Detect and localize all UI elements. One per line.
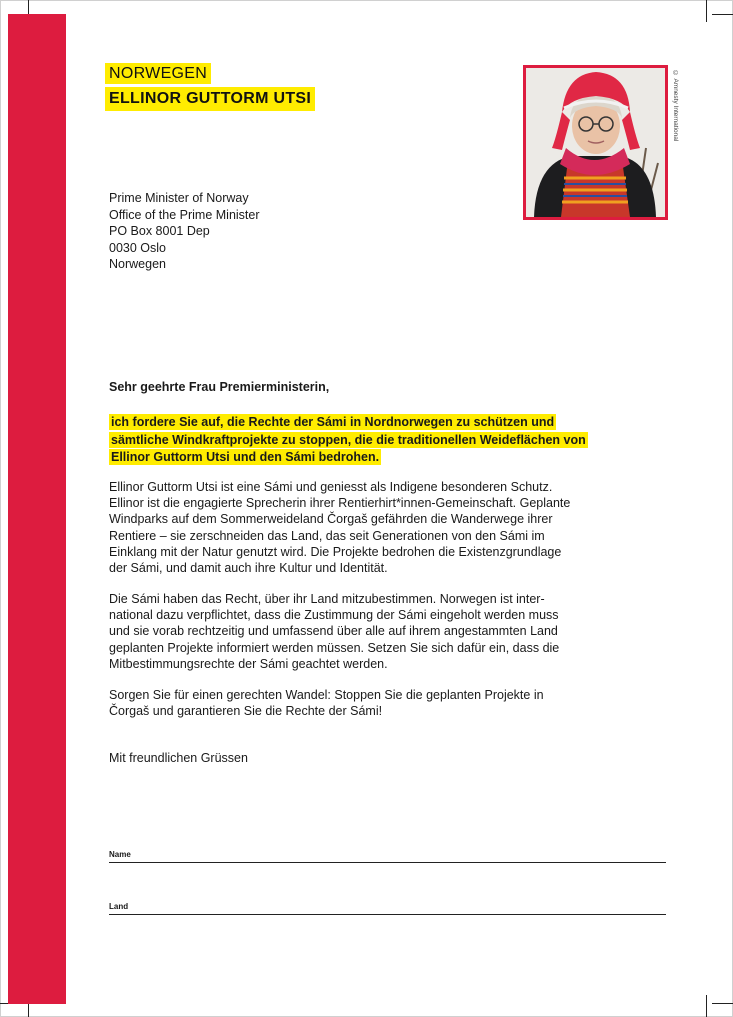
address-line: PO Box 8001 Dep: [109, 224, 210, 238]
name-field-line[interactable]: [109, 862, 666, 863]
crop-mark: [712, 14, 733, 15]
photo-credit: © Amnesty International: [672, 70, 679, 142]
paragraph-line: Windparks auf dem Sommerweideland Čorgaš gefährden die Wanderwege ihrer: [109, 512, 553, 527]
paragraph-line: Ellinor Guttorm Utsi ist eine Sámi und geniesst als Indigene besonderen Schutz.: [109, 480, 553, 494]
demand-line: Ellinor Guttorm Utsi und den Sámi bedrohen.: [111, 450, 380, 464]
paragraph-line: Rentiere – sie zerschneiden das Land, das seit Generationen von den Sámi im: [109, 528, 545, 543]
stamp-perforation: [62, 14, 70, 1004]
portrait-illustration: [526, 68, 665, 217]
paragraph-line: national dazu verpflichtet, dass die Zustimmung der Sámi eingeholt werden muss: [109, 608, 559, 623]
paragraph-line: Einklang mit der Natur genutzt wird. Die Projekte bedrohen die Existenzgrundlage: [109, 544, 562, 559]
crop-mark: [0, 1003, 8, 1004]
paragraph-rights: [109, 591, 579, 672]
name-field-label: Name: [109, 850, 131, 859]
crop-mark: [712, 1003, 733, 1004]
demand-statement: [109, 414, 588, 467]
person-name: ELLINOR GUTTORM UTSI: [105, 87, 315, 111]
paragraph-line: geplanten Projekte informiert werden müssen. Setzen Sie sich dafür ein, dass die: [109, 640, 560, 655]
paragraph-line: Čorgaš und garantieren Sie die Rechte der Sámi!: [109, 704, 383, 719]
closing: Mit freundlichen Grüssen: [109, 751, 248, 765]
demand-line: sämtliche Windkraftprojekte zu stoppen, die die traditionellen Weideflächen von: [111, 432, 586, 447]
recipient-address: [109, 190, 260, 273]
portrait-photo: [523, 65, 668, 220]
paragraph-line: Sorgen Sie für einen gerechten Wandel: Stoppen Sie die geplanten Projekte in: [109, 688, 544, 702]
country-label: NORWEGEN: [105, 63, 211, 84]
stamp-stripe: [8, 14, 66, 1004]
paragraph-line: der Sámi, und damit auch ihre Kultur und Identität.: [109, 561, 388, 576]
demand-line: ich fordere Sie auf, die Rechte der Sámi in Nordnorwegen zu schützen und: [111, 415, 555, 429]
address-line: Prime Minister of Norway: [109, 191, 249, 205]
address-line: Norwegen: [109, 257, 166, 271]
paragraph-line: Die Sámi haben das Recht, über ihr Land mitzubestimmen. Norwegen ist inter-: [109, 592, 545, 606]
country-field-line[interactable]: [109, 914, 666, 915]
paragraph-line: Ellinor ist die engagierte Sprecherin ihrer Rentierhirt*innen-Gemeinschaft. Geplante: [109, 496, 571, 511]
crop-mark: [706, 0, 707, 22]
crop-mark: [706, 995, 707, 1017]
paragraph-background: [109, 479, 579, 576]
paragraph-line: Mitbestimmungsrechte der Sámi geachtet werden.: [109, 656, 388, 671]
country-field-label: Land: [109, 902, 129, 911]
address-line: 0030 Oslo: [109, 240, 166, 255]
paragraph-appeal: [109, 687, 579, 719]
paragraph-line: und sie vorab rechtzeitig und umfassend über alle auf ihrem angestammten Land: [109, 624, 558, 639]
salutation: Sehr geehrte Frau Premierministerin,: [109, 380, 330, 394]
address-line: Office of the Prime Minister: [109, 207, 260, 222]
